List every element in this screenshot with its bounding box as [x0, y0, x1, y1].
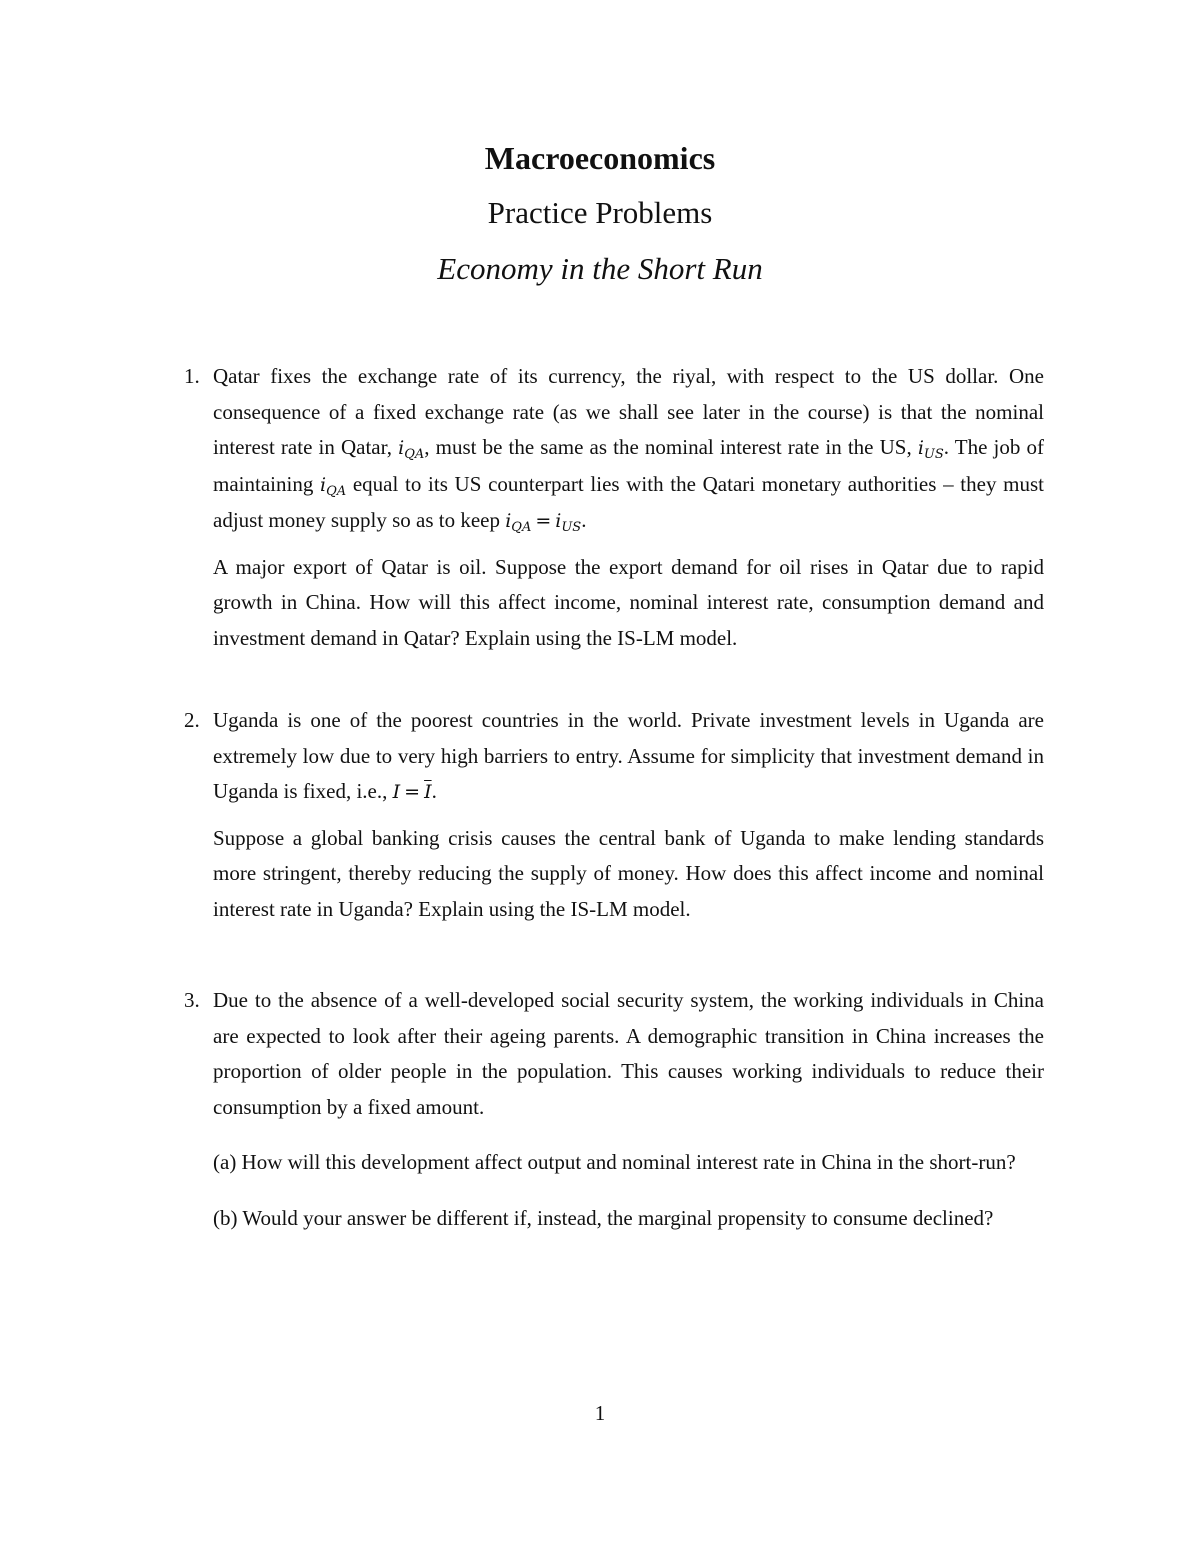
document-subtitle: Practice Problems [487, 195, 713, 230]
math-i-us: $i_{US}$ [555, 510, 582, 535]
problem-1 [184, 359, 1044, 666]
page-number: 1 [594, 1401, 606, 1425]
problem-1-paragraph-2: A major export of Qatar is oil. Suppose the export demand for oil rises in Qatar due to rapid growth in China. How will this affect income, nominal interest rate, consumption demand and investment demand in Qatar? Explain using the IS-LM model. [213, 554, 1044, 650]
problem-3-paragraph-1: Due to the absence of a well-developed social security system, the working individuals in China are expected to look after their ageing parents. A demographic transition in China increases the proportion of older people in the population. This causes working individuals to reduce their consumption by a fixed amount. [213, 988, 1044, 1119]
math-I-bar: $\overline{I}$ [424, 781, 432, 803]
problem-2-paragraph-2: Suppose a global banking crisis causes the central bank of Uganda to make lending standards more stringent, thereby reducing the supply of money. How does this affect income and nominal interest rate in Uganda? Explain using the IS-LM model. [213, 825, 1044, 921]
problem-2 [184, 703, 1044, 937]
problem-number: 3. [184, 988, 200, 1012]
problem-number: 2. [184, 708, 200, 732]
math-i-us: $i_{US}$ [917, 437, 944, 462]
problem-3-part-b: (b) Would your answer be different if, instead, the marginal propensity to consume declined? [213, 1205, 994, 1230]
problem-3-part-a: (a) How will this development affect output and nominal interest rate in China in the short-run? [213, 1150, 1016, 1174]
math-i-qa: $i_{QA}$ [320, 473, 347, 499]
problem-number: 1. [184, 364, 200, 388]
math-i-qa: $i_{QA}$ [398, 437, 425, 462]
problem-3 [184, 983, 1044, 1246]
problem-2-paragraph-1: Uganda is one of the poorest countries in the world. Private investment levels in Uganda are extremely low due to very high barriers to entry. Assume for simplicity that investment demand in Uganda is fixed, i.e., $I = \overline{I}$. [213, 708, 1044, 803]
math-I: I [392, 781, 401, 803]
document-title: Macroeconomics [484, 140, 716, 176]
document-topic: Economy in the Short Run [437, 251, 763, 286]
math-i-qa: $i_{QA}$ [505, 510, 532, 535]
problem-1-paragraph-1: Qatar fixes the exchange rate of its currency, the riyal, with respect to the US dollar. One consequence of a fixed exchange rate (as we shall see later in the course) is that the nominal interest rate in Qatar, $i_{QA}$, must be the same as the nominal interest rate in the US, $i_{US}$. The job of maintaining $i_{QA}$ equal to its US counterpart lies with the Qatari monetary authorities – they must adjust money supply so as to keep $i_{QA} = i_{US}$. [213, 364, 1044, 535]
